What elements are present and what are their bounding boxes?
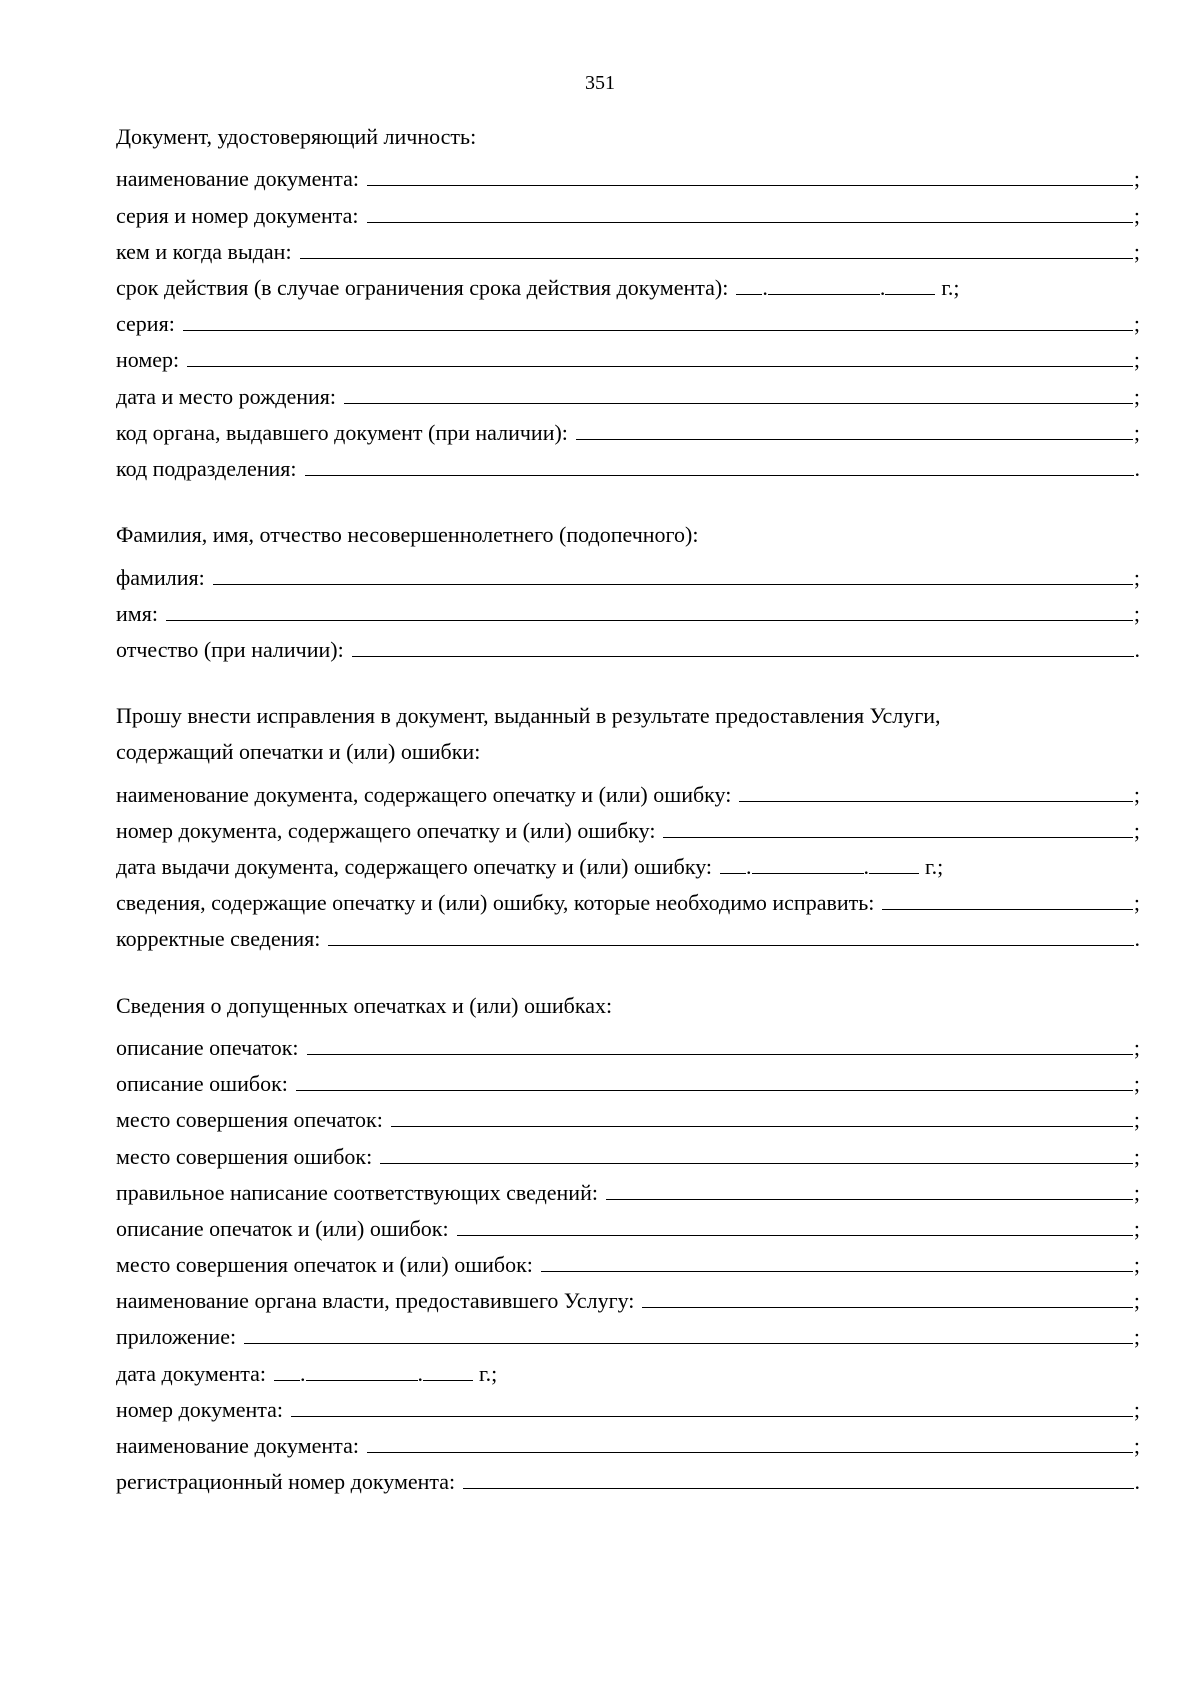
- field-end: ;: [1133, 600, 1140, 626]
- identity-issued-by-row: [116, 233, 1140, 269]
- minor-surname-field[interactable]: [213, 558, 1133, 584]
- identity-heading: Документ, удостоверяющий личность:: [116, 124, 477, 149]
- errors-combined-place-row: [116, 1246, 1140, 1282]
- errors-doc-number-row: [116, 1391, 1140, 1427]
- section-gap: [116, 956, 1140, 992]
- errors-authority-field[interactable]: [642, 1282, 1132, 1308]
- field-label: код подразделения:: [116, 455, 297, 481]
- errors-combined-desc-field[interactable]: [457, 1210, 1133, 1236]
- identity-series-field[interactable]: [183, 305, 1133, 331]
- errors-errors-place-field[interactable]: [380, 1137, 1133, 1163]
- date-suffix: г.;: [925, 854, 944, 880]
- field-label: номер документа:: [116, 1396, 284, 1422]
- issue-month-field[interactable]: [752, 848, 864, 874]
- field-end: ;: [1133, 1034, 1140, 1060]
- errors-correct-spelling-row: [116, 1173, 1140, 1209]
- field-end: ;: [1133, 1215, 1140, 1241]
- request-doc-name-row: [116, 775, 1140, 811]
- field-label: место совершения ошибок:: [116, 1143, 373, 1169]
- minor-heading: Фамилия, имя, отчество несовершеннолетнего (подопечного):: [116, 522, 699, 548]
- errors-correct-spelling-field[interactable]: [606, 1173, 1133, 1199]
- minor-patronymic-field[interactable]: [352, 631, 1134, 657]
- field-end: ;: [1133, 1324, 1140, 1350]
- errors-doc-name-field[interactable]: [367, 1427, 1133, 1453]
- field-end: .: [1134, 926, 1140, 952]
- field-label: описание опечаток:: [116, 1034, 299, 1060]
- field-label: серия:: [116, 311, 175, 337]
- field-label: имя:: [116, 600, 158, 626]
- identity-number-row: [116, 341, 1140, 377]
- date-suffix: г.;: [941, 275, 960, 301]
- field-end: ;: [1133, 1107, 1140, 1133]
- field-label: кем и когда выдан:: [116, 238, 292, 264]
- field-label: номер документа, содержащего опечатку и (или) ошибку:: [116, 817, 656, 843]
- identity-subdivision-code-field[interactable]: [305, 450, 1134, 476]
- validity-year-field[interactable]: [885, 269, 935, 295]
- request-correct-info-field[interactable]: [328, 920, 1133, 946]
- page-number: 351: [585, 72, 615, 94]
- field-label: наименование документа, содержащего опечатку и (или) ошибку:: [116, 781, 732, 807]
- field-end: .: [1134, 1469, 1140, 1495]
- field-label: наименование документа:: [116, 1433, 359, 1459]
- field-end: ;: [1133, 1179, 1140, 1205]
- identity-birth-row: [116, 377, 1140, 413]
- request-doc-name-field[interactable]: [739, 775, 1133, 801]
- field-label: дата документа:: [116, 1360, 267, 1386]
- form-body: [116, 124, 1140, 1499]
- field-end: ;: [1133, 1143, 1140, 1169]
- date-separator: .: [746, 854, 752, 880]
- errors-errors-desc-field[interactable]: [296, 1065, 1133, 1091]
- errors-reg-number-row: [116, 1463, 1140, 1499]
- request-doc-number-row: [116, 812, 1140, 848]
- errors-doc-date-row: [116, 1354, 1140, 1390]
- field-label: описание ошибок:: [116, 1071, 288, 1097]
- field-end: ;: [1133, 383, 1140, 409]
- request-correct-info-row: [116, 920, 1140, 956]
- errors-typos-desc-field[interactable]: [307, 1029, 1133, 1055]
- errors-typos-desc-row: [116, 1029, 1140, 1065]
- errors-combined-place-field[interactable]: [541, 1246, 1133, 1272]
- errors-typos-place-row: [116, 1101, 1140, 1137]
- field-end: ;: [1133, 1433, 1140, 1459]
- request-text-line-2: содержащий опечатки и (или) ошибки:: [116, 739, 481, 765]
- section-gap: [116, 667, 1140, 703]
- date-separator: .: [762, 275, 768, 301]
- field-end: ;: [1133, 564, 1140, 590]
- field-label: приложение:: [116, 1324, 237, 1350]
- field-end: ;: [1133, 781, 1140, 807]
- field-label: описание опечаток и (или) ошибок:: [116, 1215, 449, 1241]
- errors-doc-number-field[interactable]: [291, 1391, 1133, 1417]
- field-label: отчество (при наличии):: [116, 636, 344, 662]
- field-label: наименование документа:: [116, 166, 359, 192]
- identity-series-row: [116, 305, 1140, 341]
- doc-date-month-field[interactable]: [306, 1354, 418, 1380]
- field-label: правильное написание соответствующих сведений:: [116, 1179, 598, 1205]
- field-end: ;: [1133, 419, 1140, 445]
- field-end: ;: [1133, 1252, 1140, 1278]
- field-label: фамилия:: [116, 564, 205, 590]
- field-end: ;: [1133, 1396, 1140, 1422]
- errors-attachment-field[interactable]: [244, 1318, 1133, 1344]
- doc-date-day-field[interactable]: [274, 1354, 300, 1380]
- identity-series-number-row: [116, 196, 1140, 232]
- identity-number-field[interactable]: [187, 341, 1133, 367]
- identity-subdivision-code-row: [116, 450, 1140, 486]
- errors-heading: Сведения о допущенных опечатках и (или) ошибках:: [116, 992, 613, 1018]
- field-label: серия и номер документа:: [116, 202, 359, 228]
- field-end: ;: [1133, 890, 1140, 916]
- field-label: регистрационный номер документа:: [116, 1469, 456, 1495]
- field-end: ;: [1133, 202, 1140, 228]
- field-end: ;: [1133, 166, 1140, 192]
- doc-date-year-field[interactable]: [423, 1354, 473, 1380]
- identity-birth-field[interactable]: [344, 377, 1133, 403]
- field-label: место совершения опечаток и (или) ошибок:: [116, 1252, 533, 1278]
- identity-doc-name-row: [116, 160, 1140, 196]
- minor-name-row: [116, 594, 1140, 630]
- validity-day-field[interactable]: [736, 269, 762, 295]
- errors-combined-desc-row: [116, 1210, 1140, 1246]
- date-separator: .: [879, 275, 886, 301]
- errors-attachment-row: [116, 1318, 1140, 1354]
- field-label: срок действия (в случае ограничения срока действия документа):: [116, 275, 729, 301]
- field-end: ;: [1133, 238, 1140, 264]
- request-doc-number-field[interactable]: [663, 812, 1132, 838]
- field-end: .: [1134, 636, 1140, 662]
- field-label: дата и место рождения:: [116, 383, 337, 409]
- minor-name-field[interactable]: [166, 594, 1133, 620]
- request-issue-date-row: [116, 848, 1140, 884]
- identity-validity-row: [116, 269, 1140, 305]
- field-label: место совершения опечаток:: [116, 1107, 383, 1133]
- identity-series-number-field[interactable]: [367, 196, 1133, 222]
- request-text-line-1: Прошу внести исправления в документ, выданный в результате предоставления Услуги,: [116, 703, 941, 728]
- field-label: номер:: [116, 347, 180, 373]
- field-end: ;: [1133, 347, 1140, 373]
- field-end: ;: [1133, 311, 1140, 337]
- request-error-info-field[interactable]: [882, 884, 1132, 910]
- field-end: ;: [1133, 817, 1140, 843]
- errors-typos-place-field[interactable]: [391, 1101, 1133, 1127]
- validity-month-field[interactable]: [768, 269, 880, 295]
- field-label: сведения, содержащие опечатку и (или) ошибку, которые необходимо исправить:: [116, 890, 875, 916]
- field-label: наименование органа власти, предоставившего Услугу:: [116, 1288, 635, 1314]
- date-separator: .: [300, 1360, 306, 1386]
- field-label: корректные сведения:: [116, 926, 321, 952]
- field-end: .: [1134, 455, 1140, 481]
- date-suffix: г.;: [479, 1360, 498, 1386]
- request-error-info-row: [116, 884, 1140, 920]
- date-separator: .: [863, 854, 870, 880]
- minor-patronymic-row: [116, 631, 1140, 667]
- section-gap: [116, 486, 1140, 522]
- issue-day-field[interactable]: [720, 848, 746, 874]
- errors-errors-desc-row: [116, 1065, 1140, 1101]
- errors-errors-place-row: [116, 1137, 1140, 1173]
- field-end: ;: [1133, 1071, 1140, 1097]
- errors-reg-number-field[interactable]: [463, 1463, 1133, 1489]
- issue-year-field[interactable]: [869, 848, 919, 874]
- errors-doc-name-row: [116, 1427, 1140, 1463]
- field-end: ;: [1133, 1288, 1140, 1314]
- date-separator: .: [417, 1360, 424, 1386]
- identity-issued-by-field[interactable]: [300, 233, 1133, 259]
- identity-authority-code-field[interactable]: [576, 414, 1133, 440]
- minor-surname-row: [116, 558, 1140, 594]
- identity-doc-name-field[interactable]: [367, 160, 1133, 186]
- field-label: дата выдачи документа, содержащего опечатку и (или) ошибку:: [116, 854, 713, 880]
- errors-authority-row: [116, 1282, 1140, 1318]
- identity-authority-code-row: [116, 414, 1140, 450]
- field-label: код органа, выдавшего документ (при наличии):: [116, 419, 568, 445]
